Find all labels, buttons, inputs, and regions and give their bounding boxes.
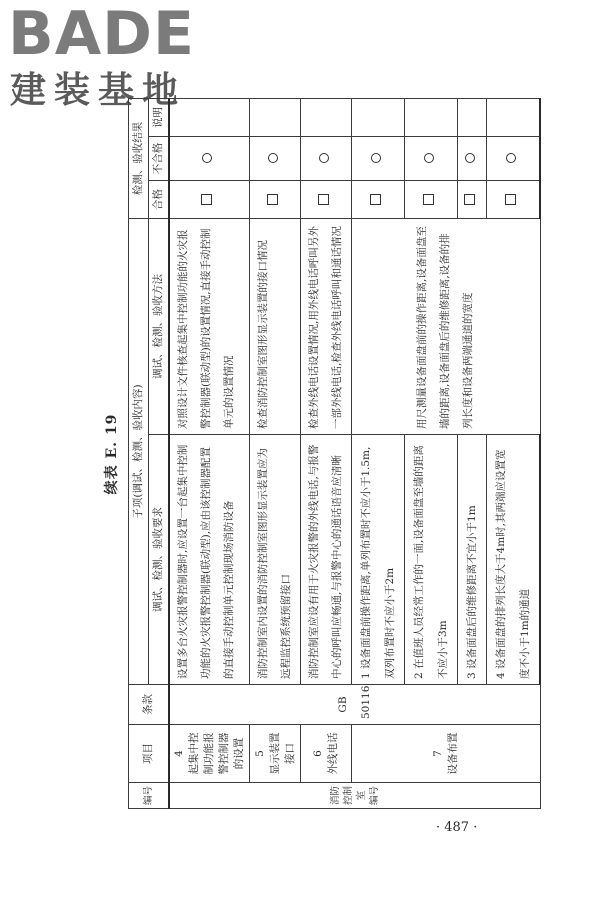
pass-cell <box>169 180 250 218</box>
rotated-table-page <box>96 99 531 809</box>
fail-marker[interactable] <box>202 153 212 163</box>
pass-cell <box>301 180 352 218</box>
table-caption: 续表 E. 19 <box>104 413 120 495</box>
pass-checkbox[interactable] <box>370 194 381 205</box>
method-cell: 检查外线电话设置情况,用外线电话呼叫另外一部外线电话,检查外线电话呼叫和通话情况 <box>301 218 352 434</box>
condition-cell: 1 设备面盘前操作距离,单列布置时不应小于1.5m,双列布置时不应小于2m <box>352 435 405 685</box>
logo-wordmark: BADE <box>8 0 195 69</box>
pass-checkbox[interactable] <box>267 194 278 205</box>
pass-cell <box>405 180 458 218</box>
fail-cell <box>301 136 352 180</box>
header-fail: 不合格 <box>149 136 170 180</box>
standard-code: GB 50116 <box>336 685 372 719</box>
group-label-cell <box>169 783 540 809</box>
fail-marker[interactable] <box>371 153 381 163</box>
fail-cell <box>458 136 487 180</box>
method-cell: 用尺测量设备面盘前的操作距离,设备面盘至墙的距离,设备面盘后的维修距离,设备的排列长度和设备两端通道的宽度 <box>352 218 541 434</box>
fail-marker[interactable] <box>465 153 475 163</box>
pass-checkbox[interactable] <box>423 194 434 205</box>
requirement-cell: 消防控制室应设有用于火灾报警的外线电话,与报警中心的呼叫应畅通,与报警中心的通话语音应清晰 <box>301 435 352 685</box>
item-cell: 4 起集中控制功能报警控制器的设置 <box>169 725 250 783</box>
fail-marker[interactable] <box>319 153 329 163</box>
note-cell <box>405 98 458 136</box>
pass-checkbox[interactable] <box>464 194 475 205</box>
note-cell <box>169 98 250 136</box>
pass-cell <box>487 180 541 218</box>
page-number: · 487 · <box>436 820 478 835</box>
note-cell <box>458 98 487 136</box>
item-cell: 5 显示装置接口 <box>250 725 301 783</box>
header-sub-items: 子项(调试、检测、验收内容) <box>129 218 149 684</box>
pass-cell <box>352 180 405 218</box>
pass-checkbox[interactable] <box>318 194 329 205</box>
header-clause: 条款 <box>129 685 170 725</box>
note-cell <box>250 98 301 136</box>
method-cell: 对照设计文件核查起集中控制功能的火灾报警控制器(联动型)的设置情况,直接手动控制单元的设置情况 <box>169 218 250 434</box>
pass-cell <box>250 180 301 218</box>
pass-checkbox[interactable] <box>201 194 212 205</box>
requirement-cell: 消防控制室内设置的消防控制室图形显示装置应为远程监控系统预留接口 <box>250 435 301 685</box>
fail-marker[interactable] <box>424 153 434 163</box>
header-item: 项目 <box>129 725 170 783</box>
fail-cell <box>250 136 301 180</box>
header-pass: 合格 <box>149 180 170 218</box>
header-seq: 编号 <box>129 783 170 809</box>
note-cell <box>487 98 541 136</box>
note-cell <box>301 98 352 136</box>
item-cell: 7 设备布置 <box>352 725 541 783</box>
table-row <box>169 98 250 808</box>
condition-cell: 3 设备面盘后的维修距离不宜小于1m <box>458 435 487 685</box>
pass-checkbox[interactable] <box>505 194 516 205</box>
header-result: 检测、验收结果 <box>129 98 149 218</box>
fail-cell <box>405 136 458 180</box>
group-number-label: 编号 <box>368 786 380 806</box>
fail-cell <box>352 136 405 180</box>
header-requirement: 调试、检测、验收要求 <box>149 435 170 685</box>
requirement-cell: 设置多台火灾报警控制器时,应设置一台起集中控制功能的火灾报警控制器(联动型),应由该控制器配置的直接手动控制单元控制现场消防设备 <box>169 435 250 685</box>
logo-subtitle: 建装基地 <box>10 70 187 111</box>
header-method: 调试、检测、验收方法 <box>149 218 170 434</box>
fail-cell <box>487 136 541 180</box>
note-cell <box>352 98 405 136</box>
header-note: 说明 <box>149 98 170 136</box>
fail-marker[interactable] <box>506 153 516 163</box>
condition-cell: 2 在值班人员经常工作的一面,设备面盘至墙的距离不应小于3m <box>405 435 458 685</box>
fail-marker[interactable] <box>268 153 278 163</box>
bade-logo <box>8 0 208 111</box>
inspection-table <box>128 98 541 809</box>
pass-cell <box>458 180 487 218</box>
method-cell: 检查消防控制室图形显示装置的接口情况 <box>250 218 301 434</box>
standard-cell <box>169 685 540 725</box>
group-label: 消防控制室 <box>329 786 367 806</box>
fail-cell <box>169 136 250 180</box>
condition-cell: 4 设备面盘的排列长度大于4m时,其两端应设置宽度不小于1m的通道 <box>487 435 541 685</box>
item-cell: 6 外线电话 <box>301 725 352 783</box>
